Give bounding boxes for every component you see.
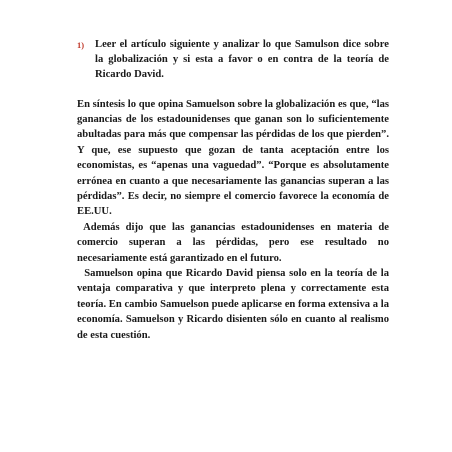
question-number: 1)	[77, 40, 85, 50]
question-item	[77, 37, 389, 83]
paragraph-comparison: Samuelson opina que Ricardo David piensa solo en la teoría de la ventaja comparativa y que interpreto plena y correctamente esta teoría. En cambio Samuelson puede aplicarse en forma extensiva a la economía. Samuelson y Ricardo disienten sólo en cuanto al realismo de esta cuestión.	[77, 268, 392, 341]
question-text: Leer el artículo siguiente y analizar lo que Samulson dice sobre la globalización y si esta a favor o en contra de la teoría de Ricardo David.	[95, 39, 389, 81]
document-page	[77, 37, 392, 343]
paragraph-additional: Además dijo que las ganancias estadounidenses en materia de comercio superan a las pérdidas, pero ese resultado no necesariamente está garantizado en el futuro.	[77, 221, 392, 264]
paragraph-summary: En síntesis lo que opina Samuelson sobre la globalización es que, “las ganancias de los estadounidenses que ganan son lo suficientemente abultadas para más que compensar las pérdidas de los que pierden”. Y que, ese supuesto que gozan de tanta aceptación entre los economistas, es “apenas una vaguedad”. “Porque es absolutamente errónea en cuanto a que necesariamente las ganancias superan a las pérdidas”. Es decir, no siempre el comercio favorece la economía de EE.UU.	[77, 98, 389, 218]
